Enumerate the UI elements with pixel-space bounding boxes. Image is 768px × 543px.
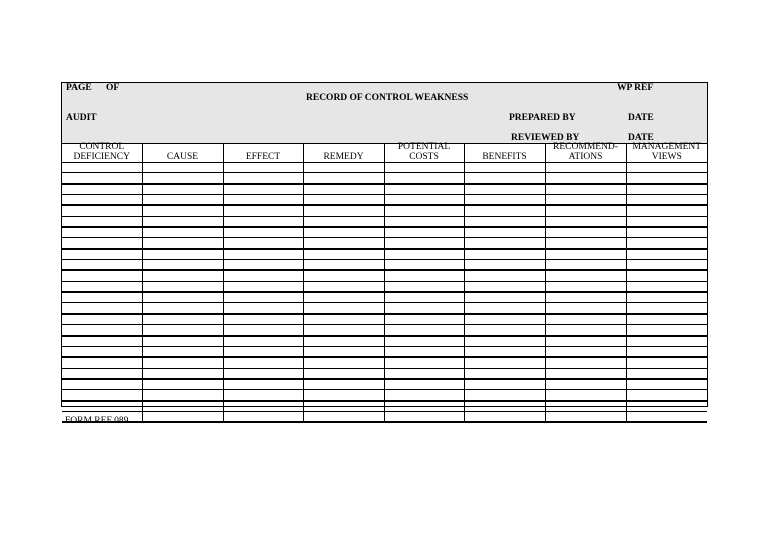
table-cell[interactable] xyxy=(62,173,142,184)
table-cell[interactable] xyxy=(223,281,303,292)
table-cell[interactable] xyxy=(142,195,223,206)
table-cell[interactable] xyxy=(545,379,626,390)
table-cell[interactable] xyxy=(62,227,142,238)
table-cell[interactable] xyxy=(303,336,384,347)
table-cell[interactable] xyxy=(464,336,545,347)
table-cell[interactable] xyxy=(223,163,303,173)
table-row xyxy=(62,336,707,347)
table-cell[interactable] xyxy=(464,303,545,314)
table-cell[interactable] xyxy=(223,249,303,260)
table-cell[interactable] xyxy=(384,292,464,303)
table-cell[interactable] xyxy=(142,270,223,281)
table-cell[interactable] xyxy=(626,270,707,281)
table-cell[interactable] xyxy=(384,270,464,281)
table-cell[interactable] xyxy=(223,401,303,412)
table-cell[interactable] xyxy=(384,249,464,260)
table-cell[interactable] xyxy=(384,260,464,271)
table-cell[interactable] xyxy=(545,346,626,357)
table-cell[interactable] xyxy=(223,260,303,271)
table-cell[interactable] xyxy=(303,281,384,292)
table-row xyxy=(62,292,707,303)
table-cell[interactable] xyxy=(464,292,545,303)
table-cell[interactable] xyxy=(545,336,626,347)
table-cell[interactable] xyxy=(223,411,303,422)
table-cell[interactable] xyxy=(384,336,464,347)
table-cell[interactable] xyxy=(464,216,545,227)
table-cell[interactable] xyxy=(545,216,626,227)
table-cell[interactable] xyxy=(464,390,545,401)
table-cell[interactable] xyxy=(303,195,384,206)
date-label-reviewed: DATE xyxy=(628,133,654,143)
table-cell[interactable] xyxy=(384,163,464,173)
table-cell[interactable] xyxy=(626,379,707,390)
table-cell[interactable] xyxy=(62,184,142,195)
table-cell[interactable] xyxy=(142,379,223,390)
table-row xyxy=(62,173,707,184)
table-cell[interactable] xyxy=(626,249,707,260)
table-cell[interactable] xyxy=(626,195,707,206)
table-cell[interactable] xyxy=(626,390,707,401)
table-cell[interactable] xyxy=(223,325,303,336)
table-cell[interactable] xyxy=(626,336,707,347)
table-cell[interactable] xyxy=(626,184,707,195)
table-cell[interactable] xyxy=(303,292,384,303)
table-cell[interactable] xyxy=(384,346,464,357)
table-cell[interactable] xyxy=(303,249,384,260)
table-cell[interactable] xyxy=(223,270,303,281)
table-cell[interactable] xyxy=(303,346,384,357)
column-header-cause: CAUSE xyxy=(142,143,223,163)
table-row xyxy=(62,227,707,238)
table-row xyxy=(62,238,707,249)
table-cell[interactable] xyxy=(626,325,707,336)
table-cell[interactable] xyxy=(142,336,223,347)
table-row xyxy=(62,379,707,390)
table-cell[interactable] xyxy=(223,379,303,390)
table-cell[interactable] xyxy=(545,314,626,325)
table-row xyxy=(62,260,707,271)
table-cell[interactable] xyxy=(223,238,303,249)
audit-label: AUDIT xyxy=(66,113,97,123)
table-cell[interactable] xyxy=(545,163,626,173)
table-cell[interactable] xyxy=(142,357,223,368)
table-cell[interactable] xyxy=(303,357,384,368)
table-cell[interactable] xyxy=(303,260,384,271)
table-cell[interactable] xyxy=(626,216,707,227)
table-cell[interactable] xyxy=(384,314,464,325)
table-cell[interactable] xyxy=(223,390,303,401)
table-cell[interactable] xyxy=(626,368,707,379)
table-cell[interactable] xyxy=(62,303,142,314)
table-cell[interactable] xyxy=(62,249,142,260)
table-cell[interactable] xyxy=(142,303,223,314)
control-weakness-form xyxy=(61,82,708,407)
table-cell[interactable] xyxy=(384,401,464,412)
table-cell[interactable] xyxy=(545,281,626,292)
table-cell[interactable] xyxy=(384,368,464,379)
column-header-benefits: BENEFITS xyxy=(464,143,545,163)
weakness-table xyxy=(62,143,707,423)
table-cell[interactable] xyxy=(223,357,303,368)
table-cell[interactable] xyxy=(223,336,303,347)
table-cell[interactable] xyxy=(303,205,384,216)
form-title: RECORD OF CONTROL WEAKNESS xyxy=(306,93,469,103)
table-cell[interactable] xyxy=(303,238,384,249)
table-cell[interactable] xyxy=(464,346,545,357)
table-cell[interactable] xyxy=(303,173,384,184)
table-cell[interactable] xyxy=(626,281,707,292)
table-cell[interactable] xyxy=(545,173,626,184)
table-cell[interactable] xyxy=(223,292,303,303)
table-cell[interactable] xyxy=(223,195,303,206)
table-cell[interactable] xyxy=(223,346,303,357)
table-cell[interactable] xyxy=(303,163,384,173)
page-label: PAGE xyxy=(66,83,92,93)
table-row xyxy=(62,357,707,368)
table-cell[interactable] xyxy=(626,411,707,422)
table-cell[interactable] xyxy=(142,411,223,422)
table-cell[interactable] xyxy=(62,238,142,249)
table-cell[interactable] xyxy=(142,227,223,238)
table-cell[interactable] xyxy=(545,238,626,249)
form-ref-footer: FORM REF 089 xyxy=(65,416,129,426)
table-cell[interactable] xyxy=(303,325,384,336)
table-cell[interactable] xyxy=(384,205,464,216)
of-label: OF xyxy=(106,83,120,93)
table-cell[interactable] xyxy=(464,238,545,249)
table-row xyxy=(62,216,707,227)
table-cell[interactable] xyxy=(464,368,545,379)
table-cell[interactable] xyxy=(384,227,464,238)
table-cell[interactable] xyxy=(626,227,707,238)
column-header-effect: EFFECT xyxy=(223,143,303,163)
form-header xyxy=(62,83,707,144)
table-cell[interactable] xyxy=(142,346,223,357)
table-cell[interactable] xyxy=(62,281,142,292)
table-row xyxy=(62,368,707,379)
table-cell[interactable] xyxy=(303,270,384,281)
table-cell[interactable] xyxy=(464,357,545,368)
table-cell[interactable] xyxy=(142,292,223,303)
table-cell[interactable] xyxy=(62,336,142,347)
table-cell[interactable] xyxy=(62,357,142,368)
table-cell[interactable] xyxy=(545,227,626,238)
table-cell[interactable] xyxy=(223,368,303,379)
table-cell[interactable] xyxy=(464,163,545,173)
prepared-by-label: PREPARED BY xyxy=(509,113,576,123)
table-cell[interactable] xyxy=(464,401,545,412)
table-cell[interactable] xyxy=(626,303,707,314)
table-cell[interactable] xyxy=(303,390,384,401)
table-cell[interactable] xyxy=(62,379,142,390)
table-cell[interactable] xyxy=(464,411,545,422)
table-row xyxy=(62,314,707,325)
table-cell[interactable] xyxy=(626,205,707,216)
column-header-potential-costs: POTENTIAL COSTS xyxy=(384,143,464,163)
table-cell[interactable] xyxy=(303,401,384,412)
table-cell[interactable] xyxy=(384,390,464,401)
table-cell[interactable] xyxy=(303,184,384,195)
date-label-prepared: DATE xyxy=(628,113,654,123)
table-cell[interactable] xyxy=(464,260,545,271)
table-cell[interactable] xyxy=(62,390,142,401)
table-cell[interactable] xyxy=(545,205,626,216)
table-row xyxy=(62,346,707,357)
table-cell[interactable] xyxy=(303,368,384,379)
table-cell[interactable] xyxy=(384,379,464,390)
reviewed-by-label: REVIEWED BY xyxy=(511,133,580,143)
table-cell[interactable] xyxy=(626,163,707,173)
table-cell[interactable] xyxy=(545,292,626,303)
table-cell[interactable] xyxy=(142,163,223,173)
table-cell[interactable] xyxy=(62,368,142,379)
table-cell[interactable] xyxy=(545,303,626,314)
table-cell[interactable] xyxy=(62,401,142,412)
table-cell[interactable] xyxy=(142,325,223,336)
table-cell[interactable] xyxy=(384,303,464,314)
table-cell[interactable] xyxy=(62,314,142,325)
table-cell[interactable] xyxy=(142,390,223,401)
table-cell[interactable] xyxy=(142,401,223,412)
wp-ref-label: WP REF xyxy=(617,83,654,93)
table-cell[interactable] xyxy=(626,173,707,184)
table-cell[interactable] xyxy=(545,357,626,368)
table-cell[interactable] xyxy=(142,314,223,325)
table-row xyxy=(62,325,707,336)
table-cell[interactable] xyxy=(303,216,384,227)
table-cell[interactable] xyxy=(626,238,707,249)
column-header-recommendations: RECOMMEND- ATIONS xyxy=(545,143,626,163)
table-cell[interactable] xyxy=(303,303,384,314)
table-cell[interactable] xyxy=(62,346,142,357)
table-cell[interactable] xyxy=(464,325,545,336)
table-cell[interactable] xyxy=(464,195,545,206)
table-cell[interactable] xyxy=(223,205,303,216)
table-cell[interactable] xyxy=(142,205,223,216)
table-cell[interactable] xyxy=(303,314,384,325)
table-row xyxy=(62,411,707,422)
table-cell[interactable] xyxy=(626,401,707,412)
table-cell[interactable] xyxy=(223,216,303,227)
table-cell[interactable] xyxy=(626,314,707,325)
table-cell[interactable] xyxy=(142,173,223,184)
table-cell[interactable] xyxy=(303,379,384,390)
table-cell[interactable] xyxy=(62,270,142,281)
table-row xyxy=(62,249,707,260)
table-cell[interactable] xyxy=(464,205,545,216)
table-cell[interactable] xyxy=(545,260,626,271)
table-cell[interactable] xyxy=(545,390,626,401)
table-cell[interactable] xyxy=(626,346,707,357)
table-cell[interactable] xyxy=(142,368,223,379)
table-cell[interactable] xyxy=(384,281,464,292)
table-cell[interactable] xyxy=(464,281,545,292)
table-row xyxy=(62,401,707,412)
table-cell[interactable] xyxy=(223,314,303,325)
column-header-management-views: MANAGEMENT VIEWS xyxy=(626,143,707,163)
table-cell[interactable] xyxy=(545,325,626,336)
table-cell[interactable] xyxy=(62,205,142,216)
table-row xyxy=(62,163,707,173)
table-cell[interactable] xyxy=(62,260,142,271)
table-cell[interactable] xyxy=(384,173,464,184)
table-cell[interactable] xyxy=(303,411,384,422)
table-row xyxy=(62,205,707,216)
table-row xyxy=(62,390,707,401)
table-cell[interactable] xyxy=(62,292,142,303)
table-cell[interactable] xyxy=(626,292,707,303)
table-cell[interactable] xyxy=(545,195,626,206)
table-cell[interactable] xyxy=(464,227,545,238)
table-cell[interactable] xyxy=(545,184,626,195)
table-cell[interactable] xyxy=(142,260,223,271)
table-cell[interactable] xyxy=(62,216,142,227)
table-header-row xyxy=(62,143,707,163)
table-cell[interactable] xyxy=(626,357,707,368)
table-cell[interactable] xyxy=(303,227,384,238)
table-cell[interactable] xyxy=(223,173,303,184)
table-cell[interactable] xyxy=(384,195,464,206)
table-row xyxy=(62,184,707,195)
table-cell[interactable] xyxy=(464,314,545,325)
table-cell[interactable] xyxy=(384,238,464,249)
table-row xyxy=(62,303,707,314)
table-row xyxy=(62,270,707,281)
table-cell[interactable] xyxy=(545,411,626,422)
table-cell[interactable] xyxy=(464,270,545,281)
table-cell[interactable] xyxy=(142,238,223,249)
table-row xyxy=(62,281,707,292)
table-cell[interactable] xyxy=(464,379,545,390)
table-cell[interactable] xyxy=(142,184,223,195)
table-cell[interactable] xyxy=(384,216,464,227)
table-cell[interactable] xyxy=(464,249,545,260)
table-cell[interactable] xyxy=(223,184,303,195)
table-body xyxy=(62,163,707,423)
column-header-remedy: REMEDY xyxy=(303,143,384,163)
table-row xyxy=(62,195,707,206)
table-cell[interactable] xyxy=(384,357,464,368)
table-cell[interactable] xyxy=(62,163,142,173)
table-cell[interactable] xyxy=(545,368,626,379)
table-cell[interactable] xyxy=(142,216,223,227)
table-cell[interactable] xyxy=(62,325,142,336)
table-cell[interactable] xyxy=(545,401,626,412)
table-cell[interactable] xyxy=(223,227,303,238)
table-cell[interactable] xyxy=(545,270,626,281)
table-cell[interactable] xyxy=(626,260,707,271)
table-cell[interactable] xyxy=(223,303,303,314)
table-cell[interactable] xyxy=(384,184,464,195)
table-cell[interactable] xyxy=(142,249,223,260)
table-cell[interactable] xyxy=(545,249,626,260)
table-cell[interactable] xyxy=(62,195,142,206)
table-cell[interactable] xyxy=(384,325,464,336)
table-cell[interactable] xyxy=(464,184,545,195)
table-cell[interactable] xyxy=(464,173,545,184)
table-cell[interactable] xyxy=(142,281,223,292)
column-header-control-deficiency: CONTROL DEFICIENCY xyxy=(62,143,142,163)
table-cell[interactable] xyxy=(384,411,464,422)
